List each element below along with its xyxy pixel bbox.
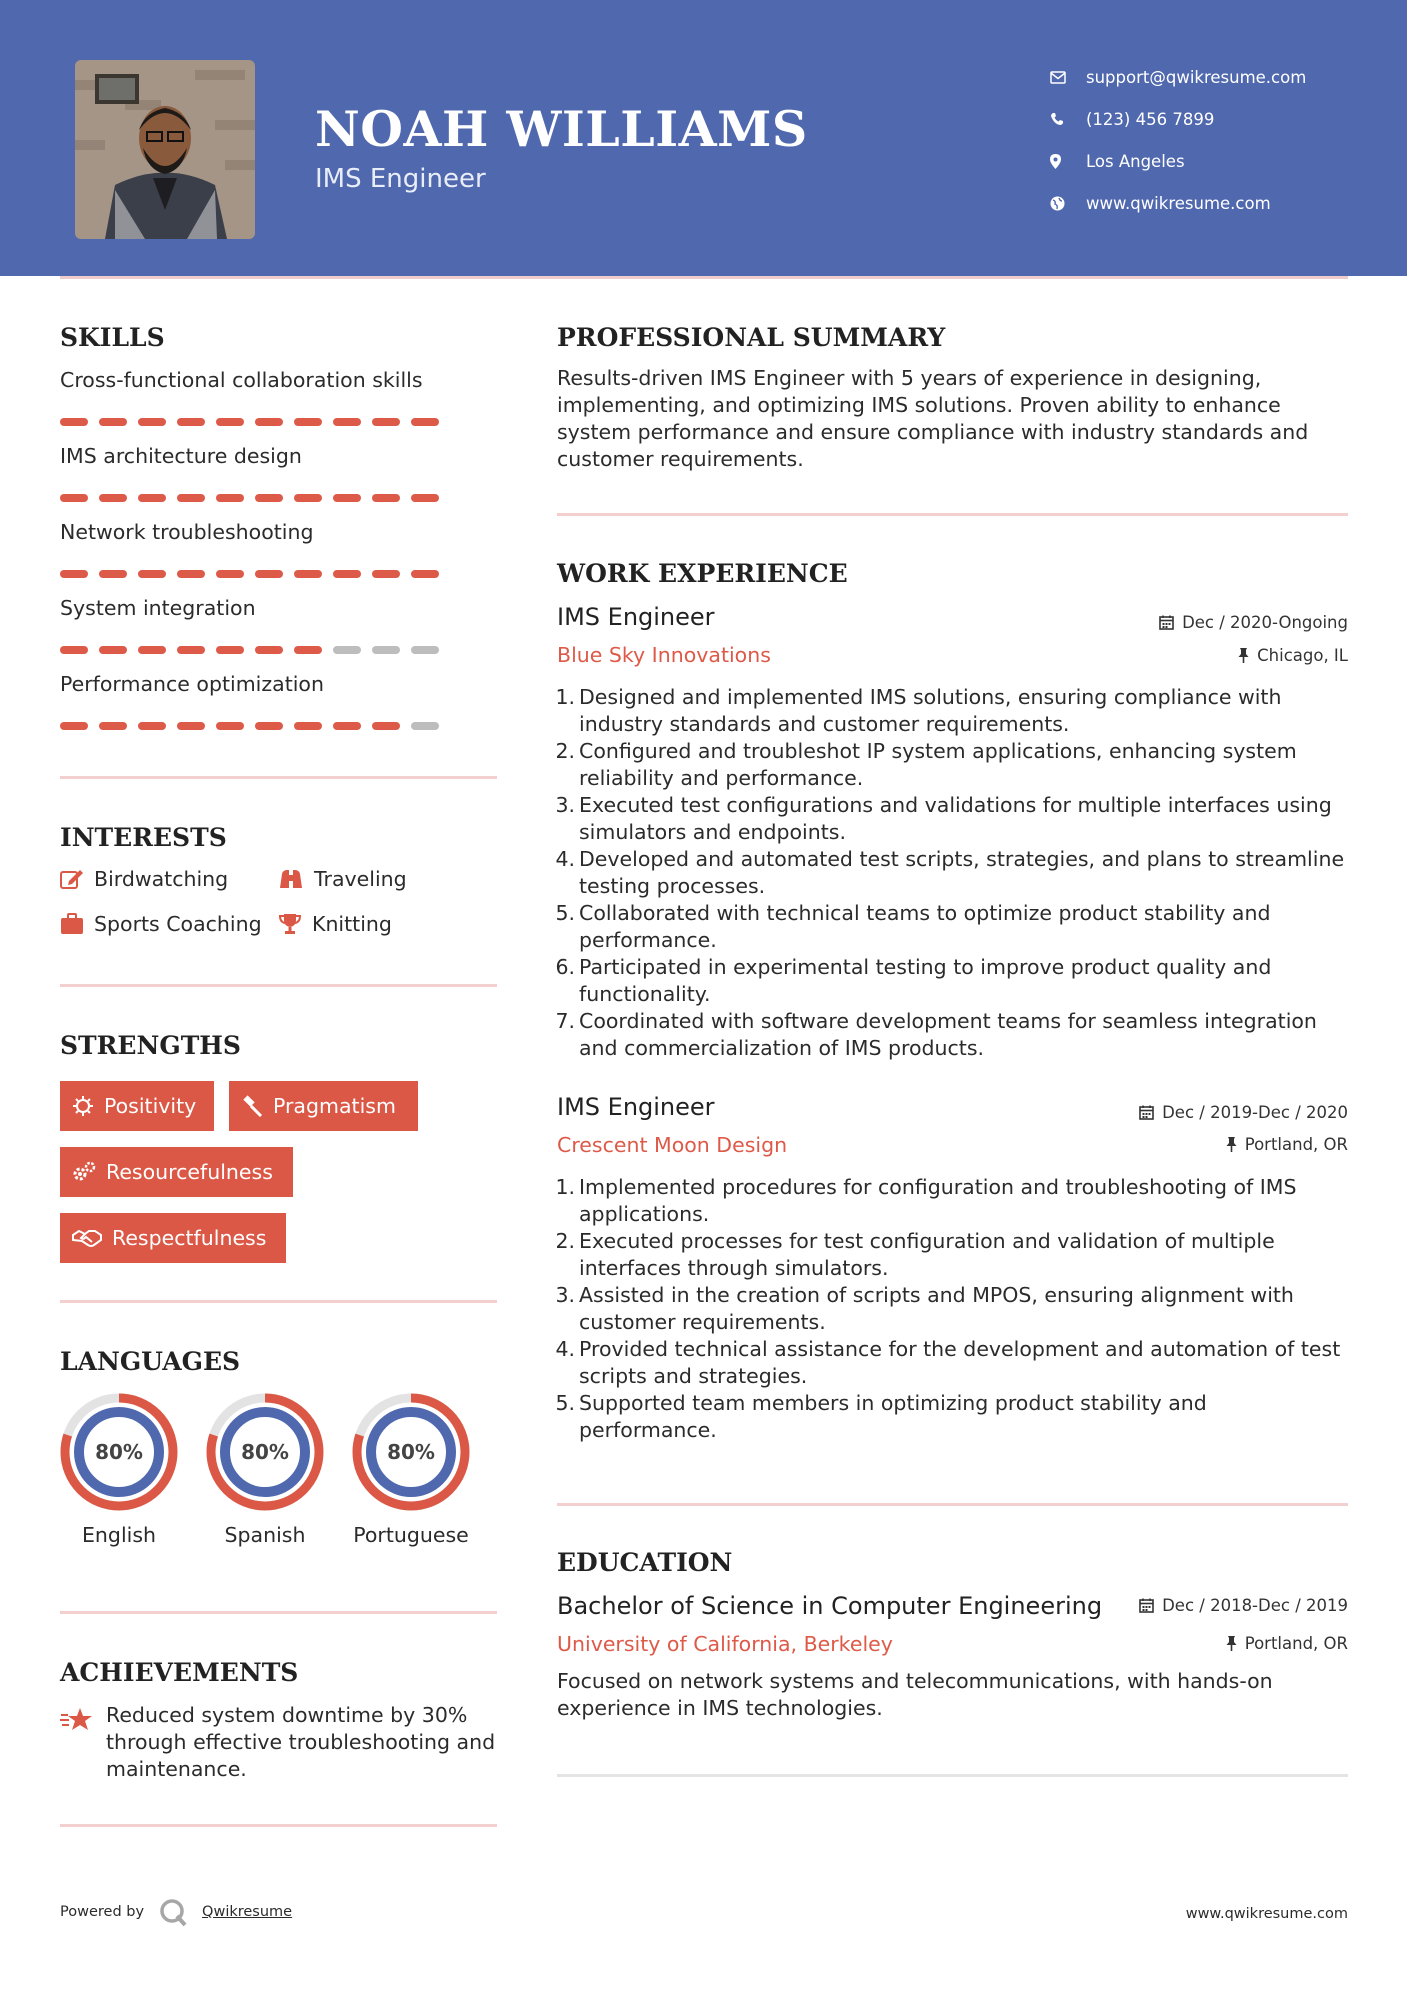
interest-item xyxy=(60,867,228,891)
skill-name: System integration xyxy=(60,596,256,620)
job-title: IMS Engineer xyxy=(557,1093,715,1121)
job-bullets xyxy=(550,1174,1350,1444)
skill-level-dot xyxy=(333,418,361,426)
calendar-icon xyxy=(1159,615,1174,630)
skill-level-dot xyxy=(99,722,127,730)
education-dates-text: Dec / 2018-Dec / 2019 xyxy=(1162,1596,1348,1615)
skill-level-dot xyxy=(411,722,439,730)
skill-level-dot xyxy=(60,494,88,502)
company-name: Blue Sky Innovations xyxy=(557,643,771,667)
bullet-number: 4. xyxy=(555,847,575,871)
bullet-text: Collaborated with technical teams to optimize product stability and performance. xyxy=(579,901,1271,952)
contact-email-text: support@qwikresume.com xyxy=(1086,67,1307,87)
contact-location xyxy=(1050,140,1380,182)
language-label: English xyxy=(81,1523,157,1547)
gavel-icon xyxy=(241,1095,263,1117)
skill-level-dot xyxy=(138,494,166,502)
skill-level-dot xyxy=(216,570,244,578)
skill-level-dot xyxy=(138,570,166,578)
contact-location-text: Los Angeles xyxy=(1086,151,1185,171)
skill-level-dot xyxy=(60,418,88,426)
job-bullet xyxy=(550,954,1350,1008)
pushpin-icon xyxy=(1226,1137,1237,1152)
skill-level-dot xyxy=(99,570,127,578)
skill-name: Network troubleshooting xyxy=(60,520,314,544)
job-bullet xyxy=(550,738,1350,792)
skill-level-dot xyxy=(372,570,400,578)
skill-level-dot xyxy=(216,418,244,426)
bullet-number: 1. xyxy=(555,1175,575,1199)
contact-email[interactable] xyxy=(1050,56,1380,98)
footer-powered-by xyxy=(60,1897,292,1927)
skills-heading: SKILLS xyxy=(60,323,165,352)
skill-level-dot xyxy=(138,418,166,426)
skill-name: Performance optimization xyxy=(60,672,324,696)
education-description: Focused on network systems and telecommunications, with hands-on experience in IMS technologies. xyxy=(557,1669,1273,1720)
company-name: Crescent Moon Design xyxy=(557,1133,788,1157)
profile-photo xyxy=(75,60,255,239)
handshake-icon xyxy=(72,1227,102,1249)
bullet-text: Executed test configurations and validations for multiple interfaces using simulators and endpoints. xyxy=(579,793,1332,844)
skill-level-dot xyxy=(372,494,400,502)
contact-list xyxy=(1050,56,1380,224)
powered-by-label: Powered by xyxy=(60,1904,145,1920)
interest-item xyxy=(278,867,407,891)
language-ring xyxy=(349,1390,473,1514)
language-ring xyxy=(57,1390,181,1514)
bullet-text: Implemented procedures for configuration and troubleshooting of IMS applications. xyxy=(579,1175,1297,1226)
experience-divider xyxy=(557,1503,1348,1506)
footer-website[interactable]: www.qwikresume.com xyxy=(1185,1906,1348,1922)
skill-level-dot xyxy=(216,646,244,654)
skill-level-dot xyxy=(60,646,88,654)
skill-level-dot xyxy=(216,494,244,502)
skill-level-bar xyxy=(60,646,439,654)
edit-icon xyxy=(60,868,84,890)
strengths-divider xyxy=(60,1300,497,1303)
header-banner xyxy=(0,0,1407,276)
skill-level-dot xyxy=(411,570,439,578)
skill-level-dot xyxy=(60,722,88,730)
language-item xyxy=(349,1390,473,1548)
job-bullet xyxy=(550,1336,1350,1390)
bullet-text: Configured and troubleshot IP system applications, enhancing system reliability and performance. xyxy=(579,739,1297,790)
interest-label: Knitting xyxy=(312,912,392,936)
bullet-number: 5. xyxy=(555,901,575,925)
degree-title: Bachelor of Science in Computer Engineering xyxy=(557,1592,1103,1620)
education-location xyxy=(1226,1634,1348,1653)
bullet-text: Designed and implemented IMS solutions, ensuring compliance with industry standards and customer requirements. xyxy=(579,685,1282,736)
language-item xyxy=(203,1390,327,1548)
interest-label: Birdwatching xyxy=(94,867,229,891)
trophy-icon xyxy=(278,913,302,935)
qwikresume-link[interactable]: Qwikresume xyxy=(202,1904,293,1920)
bullet-number: 7. xyxy=(555,1009,575,1033)
job-bullet xyxy=(550,1390,1350,1444)
achievement-item xyxy=(60,1702,500,1783)
language-percent: 80% xyxy=(387,1440,435,1464)
contact-phone-text: (123) 456 7899 xyxy=(1086,109,1215,129)
calendar-icon xyxy=(1139,1598,1154,1613)
job-bullet xyxy=(550,1228,1350,1282)
education-divider xyxy=(557,1774,1348,1777)
skill-level-dot xyxy=(294,494,322,502)
language-item xyxy=(57,1390,181,1548)
skill-level-dot xyxy=(294,722,322,730)
job-title: IMS Engineer xyxy=(557,603,715,631)
skill-level-dot xyxy=(333,570,361,578)
strengths-heading: STRENGTHS xyxy=(60,1031,241,1060)
skill-level-dot xyxy=(411,646,439,654)
skill-level-dot xyxy=(60,570,88,578)
skill-level-dot xyxy=(255,722,283,730)
skill-level-bar xyxy=(60,494,439,502)
skill-level-dot xyxy=(255,418,283,426)
job-bullets xyxy=(550,684,1350,1062)
achievements-divider xyxy=(60,1824,497,1827)
contact-website[interactable] xyxy=(1050,182,1380,224)
profile-photo-image xyxy=(75,60,255,239)
education-heading: EDUCATION xyxy=(557,1548,733,1577)
briefcase-icon xyxy=(60,913,84,935)
skill-level-bar xyxy=(60,722,439,730)
bullet-text: Developed and automated test scripts, strategies, and plans to streamline testing processes. xyxy=(579,847,1345,898)
calendar-icon xyxy=(1139,1105,1154,1120)
skill-level-dot xyxy=(411,494,439,502)
job-bullet xyxy=(550,1008,1350,1062)
bullet-text: Coordinated with software development teams for seamless integration and commercialization of IMS products. xyxy=(579,1009,1317,1060)
achievement-text: Reduced system downtime by 30% through effective troubleshooting and maintenance. xyxy=(106,1703,496,1781)
skill-level-dot xyxy=(177,418,205,426)
achievements-heading: ACHIEVEMENTS xyxy=(60,1658,299,1687)
skill-level-dot xyxy=(255,494,283,502)
globe-icon xyxy=(1050,196,1086,211)
skill-level-bar xyxy=(60,570,439,578)
language-ring xyxy=(203,1390,327,1514)
job-location xyxy=(1238,646,1348,665)
job-dates xyxy=(1139,1103,1348,1122)
skill-level-dot xyxy=(372,646,400,654)
bullet-text: Participated in experimental testing to improve product quality and functionality. xyxy=(579,955,1272,1006)
language-label: Portuguese xyxy=(353,1523,469,1547)
skill-level-dot xyxy=(177,494,205,502)
phone-icon xyxy=(1050,112,1086,126)
job-location-text: Portland, OR xyxy=(1244,1135,1348,1154)
contact-phone[interactable] xyxy=(1050,98,1380,140)
skills-divider xyxy=(60,776,497,779)
bullet-number: 3. xyxy=(555,1283,575,1307)
skill-level-dot xyxy=(138,722,166,730)
job-dates-text: Dec / 2019-Dec / 2020 xyxy=(1162,1103,1348,1122)
job-bullet xyxy=(550,900,1350,954)
job-bullet xyxy=(550,1174,1350,1228)
bullet-number: 2. xyxy=(555,739,575,763)
bullet-number: 6. xyxy=(555,955,575,979)
languages-heading: LANGUAGES xyxy=(60,1347,241,1376)
skill-level-dot xyxy=(177,570,205,578)
skill-level-dot xyxy=(99,494,127,502)
job-location-text: Chicago, IL xyxy=(1257,646,1348,665)
interests-divider xyxy=(60,984,497,987)
strength-label: Pragmatism xyxy=(273,1094,396,1118)
skill-level-dot xyxy=(333,646,361,654)
header-divider xyxy=(60,276,1348,279)
bullet-text: Assisted in the creation of scripts and MPOS, ensuring alignment with customer requirements. xyxy=(579,1283,1294,1334)
summary-divider xyxy=(557,513,1348,516)
job-bullet xyxy=(550,846,1350,900)
skill-level-dot xyxy=(294,418,322,426)
bullet-number: 4. xyxy=(555,1337,575,1361)
bullet-number: 5. xyxy=(555,1391,575,1415)
job-bullet xyxy=(550,792,1350,846)
skill-level-dot xyxy=(177,722,205,730)
strength-badge xyxy=(60,1081,214,1131)
skill-level-dot xyxy=(255,570,283,578)
strength-label: Respectfulness xyxy=(112,1226,267,1250)
skill-level-dot xyxy=(294,570,322,578)
summary-text: Results-driven IMS Engineer with 5 years of experience in designing, implementing, and optimizing IMS solutions. Proven ability to enhance system performance and ensure compliance with industry standards and customer requirements. xyxy=(557,366,1309,471)
languages-divider xyxy=(60,1611,497,1614)
education-dates xyxy=(1139,1596,1348,1615)
contact-website-text: www.qwikresume.com xyxy=(1086,193,1271,213)
qwikresume-logo-icon xyxy=(158,1897,188,1927)
star-icon xyxy=(60,1706,94,1732)
skill-level-dot xyxy=(294,646,322,654)
skill-level-dot xyxy=(138,646,166,654)
skill-level-dot xyxy=(411,418,439,426)
strength-badge xyxy=(229,1081,418,1131)
bullet-text: Provided technical assistance for the development and automation of test scripts and strategies. xyxy=(579,1337,1341,1388)
envelope-icon xyxy=(1050,71,1086,84)
map-pin-icon xyxy=(1050,154,1086,169)
pushpin-icon xyxy=(1238,648,1249,663)
skill-level-bar xyxy=(60,418,439,426)
job-bullet xyxy=(550,684,1350,738)
strength-label: Positivity xyxy=(104,1094,197,1118)
interest-label: Sports Coaching xyxy=(94,912,262,936)
gears-icon xyxy=(72,1161,96,1183)
skill-level-dot xyxy=(333,722,361,730)
summary-heading: PROFESSIONAL SUMMARY xyxy=(557,323,946,352)
skill-level-dot xyxy=(99,418,127,426)
language-label: Spanish xyxy=(224,1523,306,1547)
language-percent: 80% xyxy=(95,1440,143,1464)
skill-name: IMS architecture design xyxy=(60,444,302,468)
pushpin-icon xyxy=(1226,1636,1237,1651)
skill-level-dot xyxy=(177,646,205,654)
strength-badge xyxy=(60,1213,286,1263)
job-dates-text: Dec / 2020-Ongoing xyxy=(1182,613,1348,632)
interest-label: Traveling xyxy=(314,867,407,891)
bullet-number: 1. xyxy=(555,685,575,709)
interest-item xyxy=(278,912,392,936)
job-dates xyxy=(1159,613,1348,632)
strength-badge xyxy=(60,1147,293,1197)
school-name: University of California, Berkeley xyxy=(557,1632,893,1656)
job-bullet xyxy=(550,1282,1350,1336)
skill-level-dot xyxy=(216,722,244,730)
language-percent: 80% xyxy=(241,1440,289,1464)
binoculars-icon xyxy=(278,868,304,890)
education-location-text: Portland, OR xyxy=(1244,1634,1348,1653)
skill-name: Cross-functional collaboration skills xyxy=(60,368,423,392)
bullet-number: 3. xyxy=(555,793,575,817)
job-location xyxy=(1226,1135,1348,1154)
bullet-text: Supported team members in optimizing product stability and performance. xyxy=(579,1391,1207,1442)
bullet-number: 2. xyxy=(555,1229,575,1253)
skill-level-dot xyxy=(99,646,127,654)
sun-icon xyxy=(72,1095,94,1117)
interests-heading: INTERESTS xyxy=(60,823,227,852)
candidate-name: NOAH WILLIAMS xyxy=(315,100,808,158)
experience-heading: WORK EXPERIENCE xyxy=(557,559,848,588)
skill-level-dot xyxy=(372,722,400,730)
skill-level-dot xyxy=(372,418,400,426)
interest-item xyxy=(60,912,262,936)
candidate-role: IMS Engineer xyxy=(315,164,486,194)
strength-label: Resourcefulness xyxy=(106,1160,273,1184)
skill-level-dot xyxy=(333,494,361,502)
bullet-text: Executed processes for test configuration and validation of multiple interfaces through simulators. xyxy=(579,1229,1275,1280)
skill-level-dot xyxy=(255,646,283,654)
